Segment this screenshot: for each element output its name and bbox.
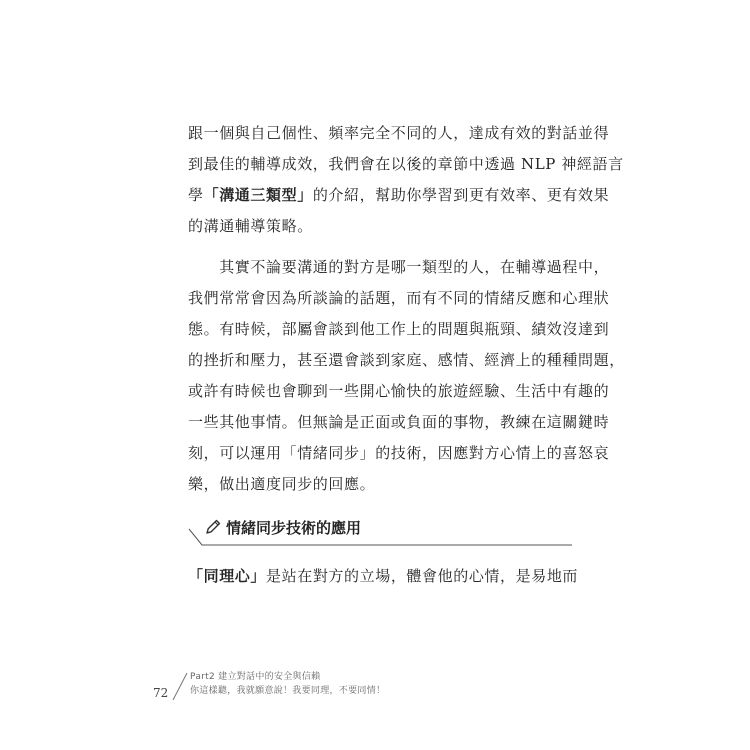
paragraph1-line-1: 跟一個與自己個性、頻率完全不同的人，達成有效的對話並得 [188, 124, 610, 142]
communication-three-types-term: 「溝通三類型」 [203, 186, 313, 204]
paragraph2-line-5: 或許有時候也會聊到一些開心愉快的旅遊經驗、生活中有趣的 [188, 382, 610, 400]
paragraph1-line-3-post: 的介紹，幫助你學習到更有效率、更有效果 [312, 186, 610, 204]
section-heading [204, 518, 361, 539]
footer-subtitle: 你這樣聽，我就願意說！我要同理，不要同情！ [190, 686, 386, 696]
paragraph2-line-7: 刻，可以運用「情緒同步」的技術，因應對方心情上的喜怒哀 [188, 444, 610, 462]
footer-part-title: Part2 建立對話中的安全與信賴 [190, 672, 321, 682]
paragraph2-line-1: 其實不論要溝通的對方是哪一類型的人，在輔導過程中， [188, 258, 610, 276]
paragraph1-line-4: 的溝通輔導策略。 [188, 217, 313, 235]
paragraph3-line-1 [188, 569, 578, 584]
empathy-term: 「同理心」 [188, 567, 267, 585]
page-number: 72 [153, 686, 169, 700]
paragraph2-line-3: 態。有時候，部屬會談到他工作上的問題與瓶頸、績效沒達到 [188, 320, 610, 338]
paragraph2-line-6: 一些其他事情。但無論是正面或負面的事物，教練在這關鍵時 [188, 413, 610, 431]
paragraph2-line-2: 我們常常會因為所談論的話題，而有不同的情緒反應和心理狀 [188, 289, 610, 307]
paragraph3-text: 是站在對方的立場，體會他的心情，是易地而 [266, 567, 579, 585]
footer-divider [170, 672, 190, 702]
paragraph1-line-3 [188, 188, 609, 203]
paragraph2-line-4: 的挫折和壓力，甚至還會談到家庭、感情、經濟上的種種問題， [188, 351, 625, 369]
pencil-icon [204, 518, 222, 539]
section-title: 情緒同步技術的應用 [226, 519, 362, 537]
paragraph1-line-2: 到最佳的輔導成效，我們會在以後的章節中透過 NLP 神經語言 [188, 155, 624, 173]
paragraph1-line-3-pre: 學 [188, 186, 204, 204]
paragraph2-line-8: 樂，做出適度同步的回應。 [188, 475, 376, 493]
